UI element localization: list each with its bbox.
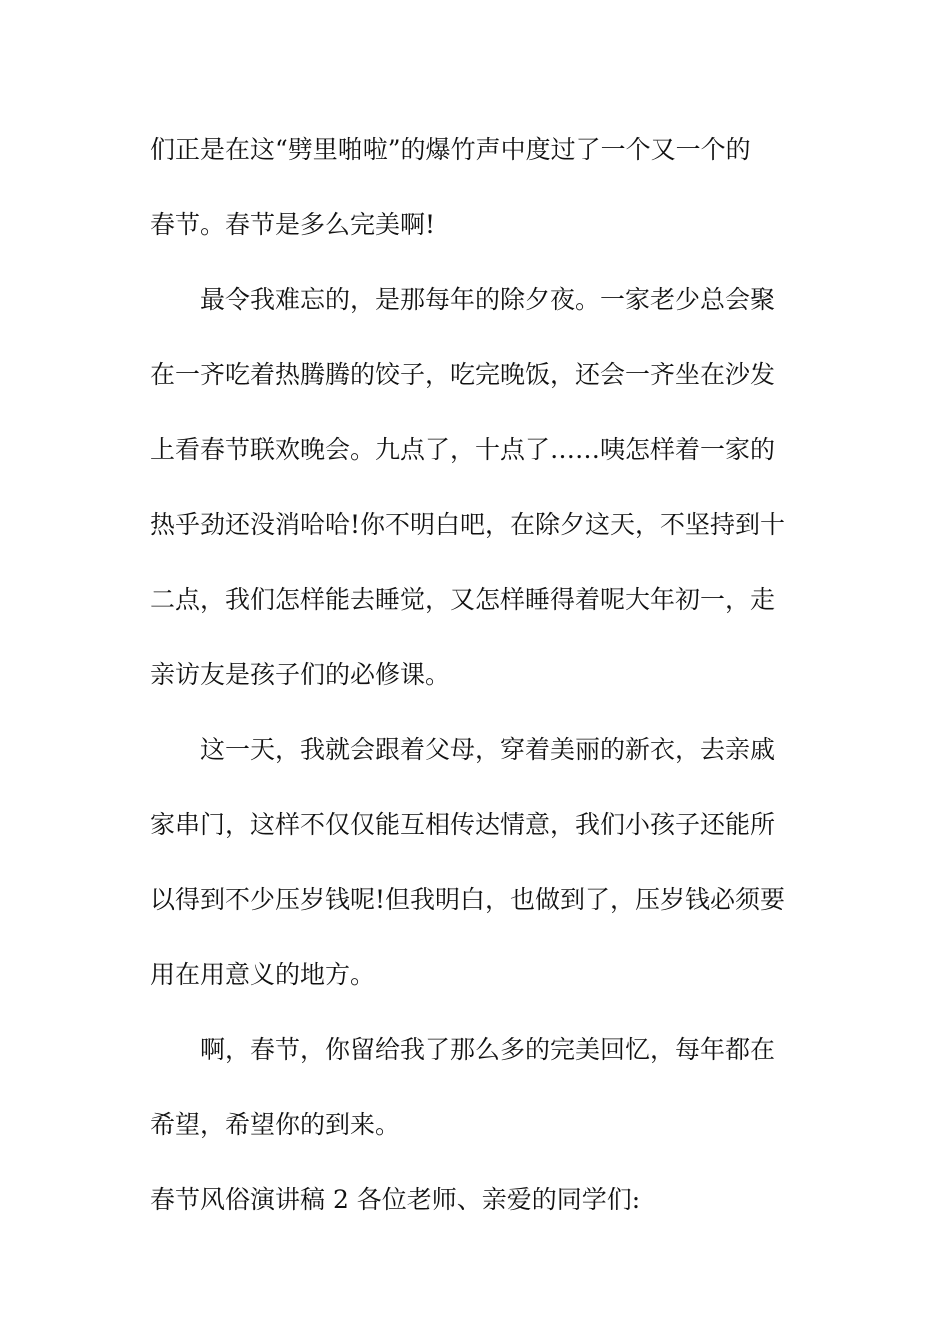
paragraph-first-line: 这一天，我就会跟着父母，穿着美丽的新衣，去亲戚 xyxy=(200,735,776,764)
paragraph-line: 亲访友是孩子们的必修课。 xyxy=(150,660,451,689)
paragraph-line: 家串门，这样不仅仅能互相传达情意，我们小孩子还能所 xyxy=(150,810,776,839)
paragraph-line: 希望，希望你的到来。 xyxy=(150,1110,401,1139)
paragraph-line: 在一齐吃着热腾腾的饺子，吃完晚饭，还会一齐坐在沙发 xyxy=(150,360,776,389)
paragraph-line: 上看春节联欢晚会。九点了，十点了……咦怎样着一家的 xyxy=(150,435,776,464)
paragraph-line: 春节。春节是多么完美啊! xyxy=(150,210,436,239)
paragraph-first-line: 啊，春节，你留给我了那么多的完美回忆，每年都在 xyxy=(200,1035,776,1064)
paragraph-line: 二点，我们怎样能去睡觉，又怎样睡得着呢大年初一，走 xyxy=(150,585,776,614)
section-heading: 春节风俗演讲稿 2 各位老师、亲爱的同学们: xyxy=(150,1185,641,1214)
paragraph-line: 热乎劲还没消哈哈!你不明白吧，在除夕这天，不坚持到十 xyxy=(150,510,786,539)
paragraph-line: 用在用意义的地方。 xyxy=(150,960,376,989)
paragraph-line: 们正是在这“劈里啪啦”的爆竹声中度过了一个又一个的 xyxy=(150,135,751,164)
paragraph-first-line: 最令我难忘的，是那每年的除夕夜。一家老少总会聚 xyxy=(200,285,776,314)
paragraph-line: 以得到不少压岁钱呢!但我明白，也做到了，压岁钱必须要 xyxy=(150,885,786,914)
